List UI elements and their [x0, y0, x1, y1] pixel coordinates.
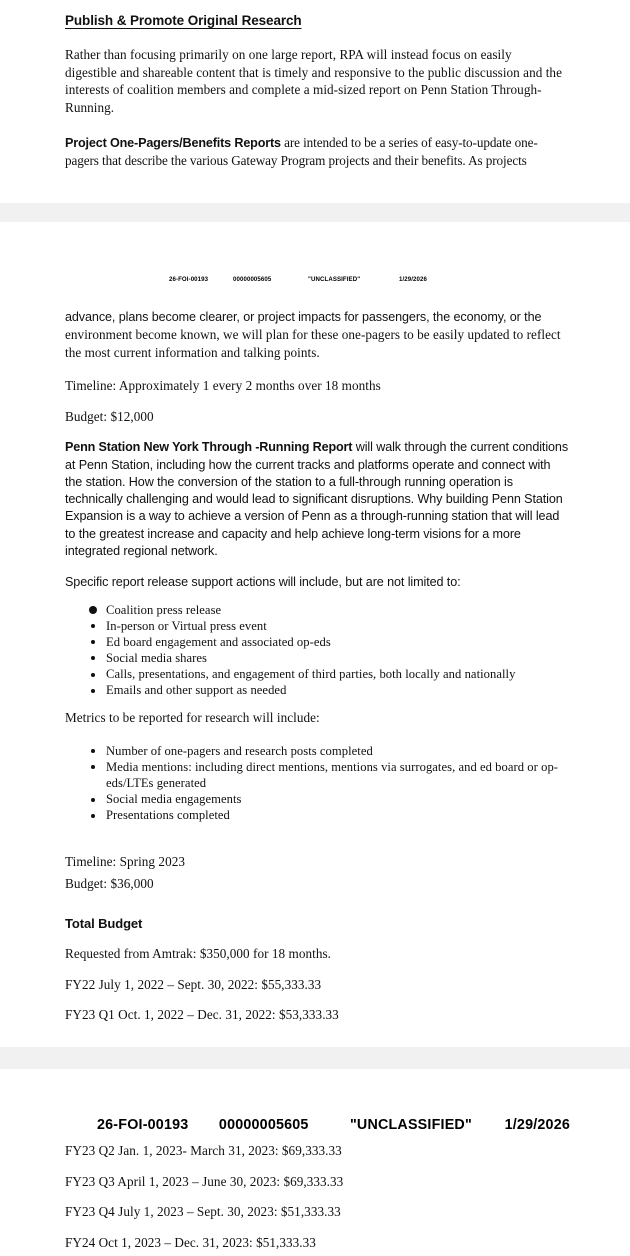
spacer	[65, 892, 570, 916]
metrics-intro: Metrics to be reported for research will include:	[65, 710, 320, 726]
spacer	[65, 560, 570, 574]
paragraph-penn-station-report	[65, 439, 570, 560]
spacer	[65, 931, 570, 945]
timeline-penn-report: Timeline: Spring 2023	[65, 854, 185, 870]
paragraph-continuation-line: advance, plans become clearer, or project impacts for passengers, the economy, or the	[65, 310, 542, 324]
metrics-list	[65, 743, 570, 823]
spacer	[65, 425, 570, 439]
spacer	[65, 28, 566, 46]
page-break-2	[0, 1047, 630, 1069]
classification-stamp-page-2	[65, 276, 570, 283]
paragraph-lead-in-bold: Penn Station New York Through -Running Report	[65, 440, 353, 455]
list-item: Media mentions: including direct mentions, mentions via surrogates, and ed board or op-eds/LTEs generated	[65, 759, 570, 791]
fiscal-year-line: FY23 Q2 Jan. 1, 2023- March 31, 2023: $69,333.33	[65, 1143, 342, 1158]
list-item: Social media engagements	[65, 791, 570, 807]
spacer	[65, 222, 570, 252]
spacer	[65, 1095, 570, 1117]
paragraph-continuation-body: environment become known, we will plan for these one-pagers to be easily updated to reflect the most current information and talking points.	[65, 327, 561, 360]
paragraph-research-focus: Rather than focusing primarily on one large report, RPA will instead focus on easily digestible and shareable content that is timely and responsive to the public discussion and the interests of coalition members and complete a mid-sized report on Penn Station Through-Running.	[65, 47, 562, 115]
stamp-bates-number: 00000005605	[233, 276, 272, 283]
spacer	[65, 1160, 570, 1173]
list-item: Emails and other support as needed	[65, 682, 570, 698]
list-item: Number of one-pagers and research posts completed	[65, 743, 570, 759]
fiscal-year-line: FY23 Q4 July 1, 2023 – Sept. 30, 2023: $51,333.33	[65, 1204, 341, 1219]
spacer	[65, 252, 570, 276]
paragraph-project-one-pagers	[65, 134, 566, 171]
stamp-case-number: 26-FOI-00193	[97, 1117, 189, 1133]
fiscal-year-line: FY24 Oct 1, 2023 – Dec. 31, 2023: $51,333.33	[65, 1234, 316, 1250]
list-item: Presentations completed	[65, 807, 570, 823]
list-item: In-person or Virtual press event	[65, 618, 570, 634]
timeline-one-pagers: Timeline: Approximately 1 every 2 months over 18 months	[65, 378, 381, 394]
spacer	[65, 698, 570, 709]
budget-penn-report: Budget: $36,000	[65, 875, 154, 891]
list-item: Ed board engagement and associated op-eds	[65, 634, 570, 650]
stamp-date: 1/29/2026	[399, 276, 428, 283]
list-item: Coalition press release	[65, 602, 570, 618]
spacer	[65, 0, 566, 13]
stamp-classification: "UNCLASSIFIED"	[349, 1117, 472, 1133]
spacer	[65, 283, 570, 309]
list-item: Social media shares	[65, 650, 570, 666]
spacer	[65, 395, 570, 408]
spacer	[65, 1133, 570, 1142]
spacer	[65, 1190, 570, 1203]
spacer	[65, 116, 566, 134]
page-break-1	[0, 203, 630, 222]
fiscal-year-line: FY23 Q3 April 1, 2023 – June 30, 2023: $69,333.33	[65, 1173, 344, 1189]
page-title: Publish & Promote Original Research	[65, 13, 302, 28]
paragraph-body-text: will walk through the current conditions at Penn Station, including how the current tracks and platforms operate and connect with the station. How the conversion of the station to a full-through running operation is technically challenging and would lead to significant disruptions. Why building Penn Station Expansion is a way to achieve a version of Penn as a through-running station that will lead to the greatest increase and capacity and help achieve long-term visions for a more integrated regional network.	[65, 440, 569, 559]
spacer	[65, 963, 570, 976]
spacer	[65, 1069, 570, 1095]
spacer	[65, 361, 570, 377]
spacer	[65, 592, 570, 602]
total-budget-heading: Total Budget	[65, 916, 143, 932]
spacer	[65, 993, 570, 1006]
requested-amount: Requested from Amtrak: $350,000 for 18 months.	[65, 946, 332, 962]
paragraph-lead-in-bold: Project One-Pagers/Benefits Reports	[65, 136, 281, 150]
stamp-bates-number: 00000005605	[218, 1117, 309, 1133]
spacer	[65, 823, 570, 853]
stamp-case-number: 26-FOI-00193	[169, 276, 209, 283]
classification-stamp-page-3	[65, 1117, 570, 1133]
fiscal-year-line: FY22 July 1, 2022 – Sept. 30, 2022: $55,333.33	[65, 976, 322, 992]
fiscal-year-line: FY23 Q1 Oct. 1, 2022 – Dec. 31, 2022: $53,333.33	[65, 1007, 339, 1023]
list-item: Calls, presentations, and engagement of third parties, both locally and nationally	[65, 666, 570, 682]
paragraph-body-text: are intended to be a series of easy-to-update one-pagers that describe the various Gateway Program projects and their benefits. As projects	[65, 135, 538, 169]
spacer	[65, 727, 570, 743]
support-actions-list	[65, 602, 570, 699]
document-page-1	[0, 0, 630, 203]
document-page-2	[0, 222, 630, 1047]
budget-one-pagers: Budget: $12,000	[65, 408, 154, 424]
stamp-classification: "UNCLASSIFIED"	[308, 276, 361, 283]
support-actions-intro: Specific report release support actions will include, but are not limited to:	[65, 575, 461, 590]
spacer	[65, 1221, 570, 1234]
document-page-3	[0, 1069, 630, 1256]
stamp-date: 1/29/2026	[504, 1117, 571, 1133]
